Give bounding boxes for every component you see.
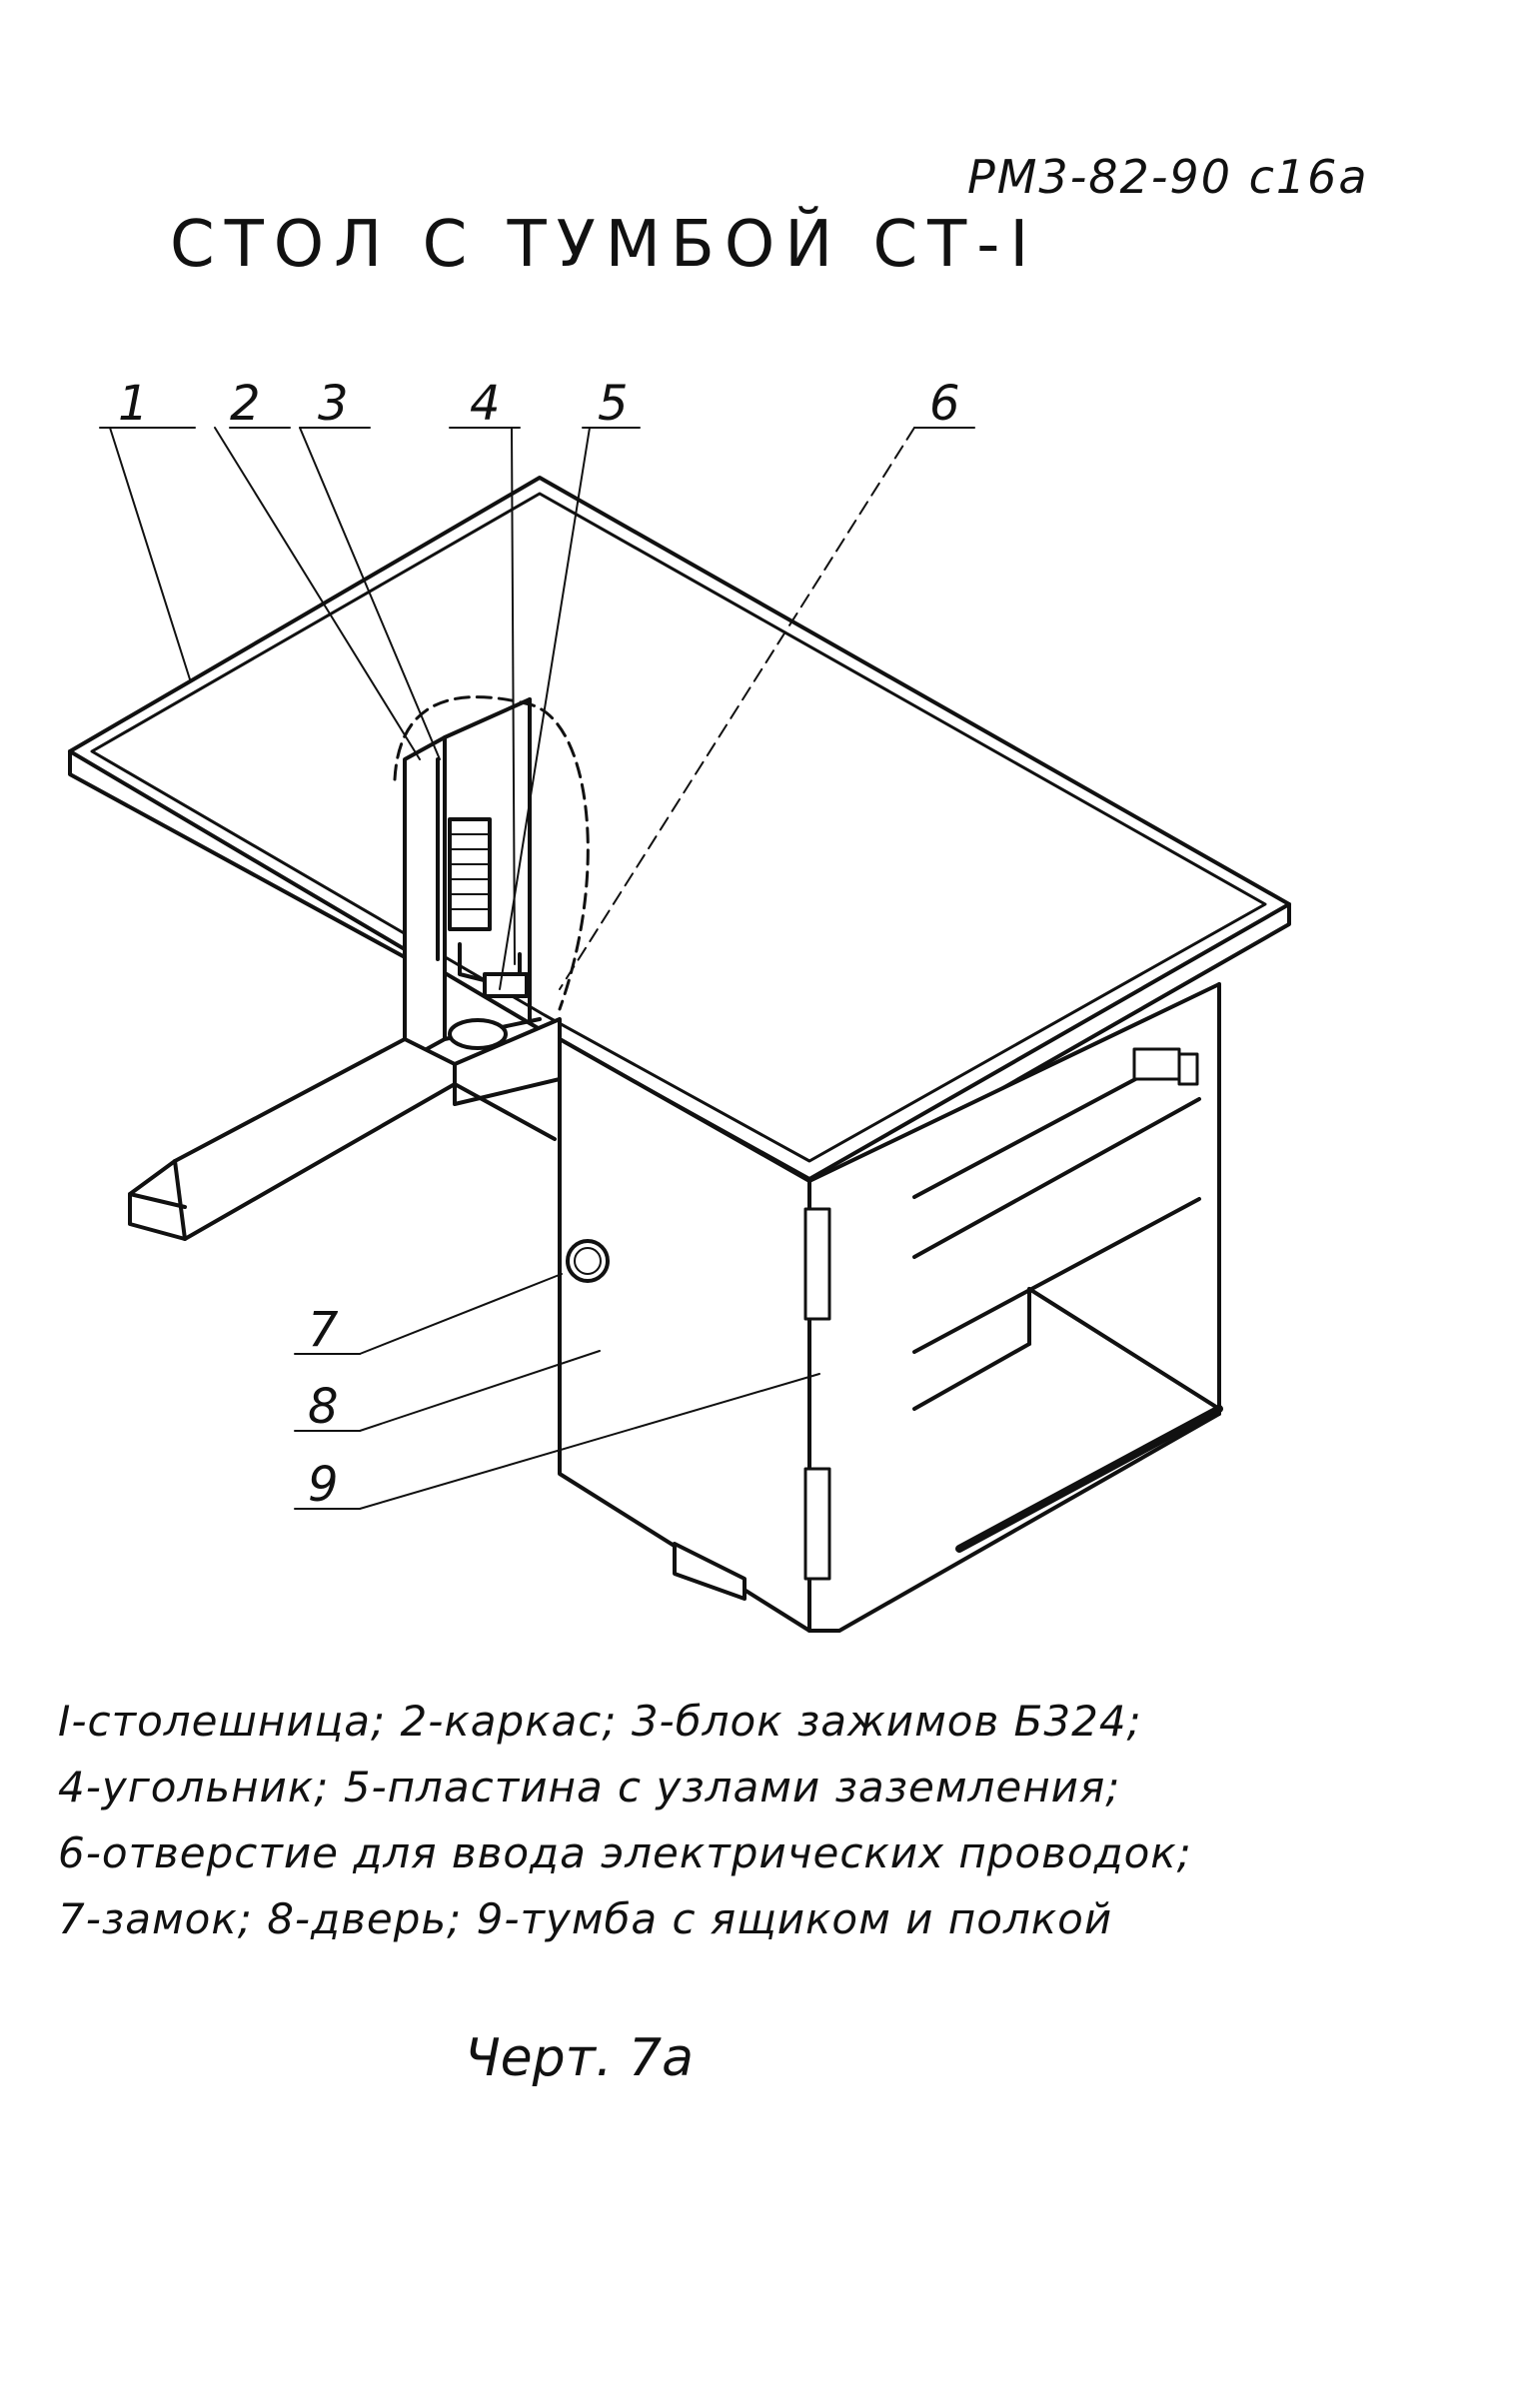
- legend-line: 4-угольник; 5-пластина с узлами заземления;: [58, 1763, 1121, 1811]
- callout-8: 8: [308, 1379, 339, 1435]
- callout-9: 9: [308, 1457, 339, 1513]
- callout-2: 2: [230, 376, 261, 432]
- callout-7: 7: [308, 1302, 339, 1358]
- figure-caption: Черт. 7а: [465, 2028, 694, 2088]
- callout-1: 1: [118, 376, 149, 432]
- grounding-plate: [485, 974, 527, 996]
- legend-line: I-столешница; 2-каркас; 3-блок зажимов Б324;: [58, 1697, 1142, 1746]
- legend-line: 6-отверстие для ввода электрических проводок;: [58, 1828, 1192, 1877]
- callout-5: 5: [598, 376, 629, 432]
- parts-legend: [58, 1689, 1477, 1952]
- drawing-title: СТОЛ С ТУМБОЙ СТ-I: [170, 208, 1039, 282]
- cable-opening: [450, 1020, 506, 1048]
- callout-3: 3: [318, 376, 349, 432]
- document-code: РМ3-82-90 с16а: [967, 150, 1369, 204]
- callout-4: 4: [470, 376, 501, 432]
- terminal-block: [450, 819, 490, 929]
- frame-foot: [130, 1039, 455, 1239]
- callout-6: 6: [929, 376, 960, 432]
- legend-line: 7-замок; 8-дверь; 9-тумба с ящиком и полкой: [58, 1894, 1113, 1943]
